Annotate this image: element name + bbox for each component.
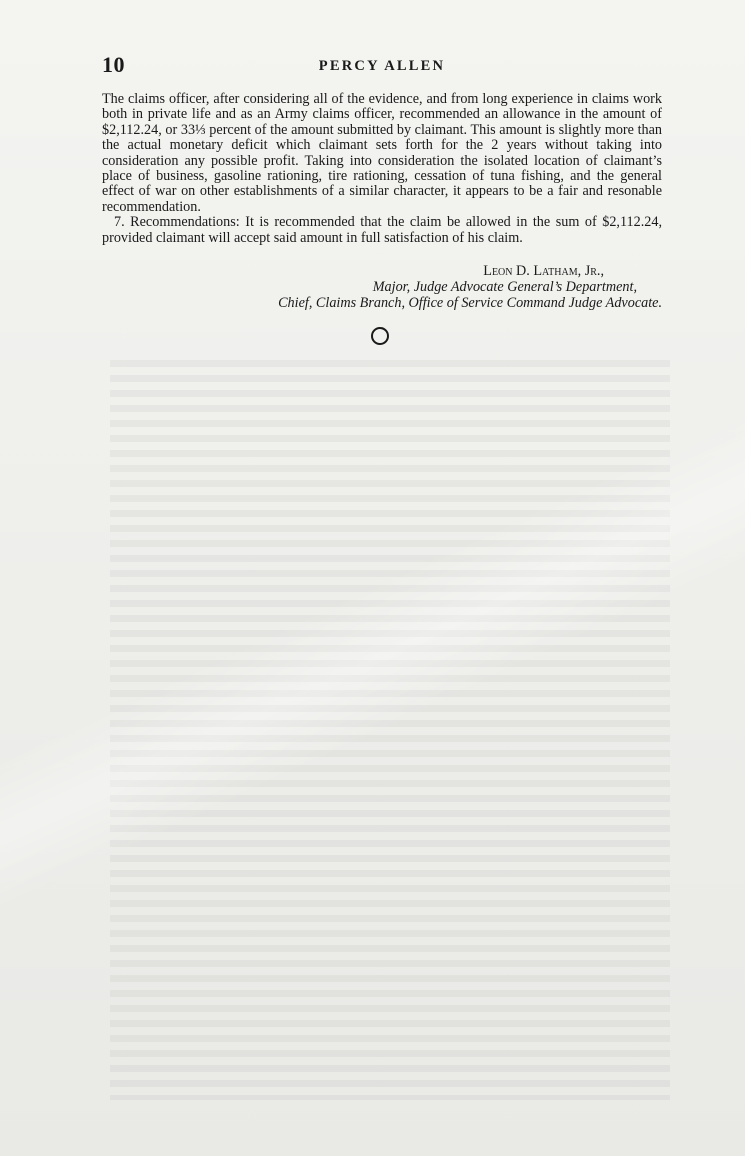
signatory-rank: Major, Judge Advocate General’s Department, [372, 279, 637, 295]
paper-fold-shading [0, 380, 745, 980]
signature-block [278, 263, 662, 311]
paragraph-claims-officer: The claims officer, after considering all of the evidence, and from long experience in claims work both in private life and as an Army claims officer, recommended an allowance in the amount of $2,112.24, or 33⅓ percent of the amount submitted by claimant. This amount is slightly more than the actual monetary deficit which claimant sets forth for the 2 years without taking into consideration any possible profit. Taking into consideration the isolated location of claimant’s place of business, gasoline rationing, tire rationing, cessation of tuna fishing, and the general effect of war on other establishments of a similar character, it appears to be a fair and resonable recommendation. [102, 91, 662, 215]
body-text [102, 92, 662, 246]
page-header [102, 52, 662, 82]
signatory-office: Chief, Claims Branch, Office of Service Command Judge Advocate. [278, 295, 662, 311]
paragraph-recommendations: 7. Recommendations: It is recommended that the claim be allowed in the sum of $2,112.24, provided claimant will accept said amount in full satisfaction of his claim. [102, 214, 662, 246]
end-mark-circle-icon [371, 327, 389, 345]
page-number: 10 [102, 52, 125, 77]
signatory-name: Leon D. Latham, Jr., [483, 263, 604, 279]
running-title: PERCY ALLEN [318, 58, 446, 74]
